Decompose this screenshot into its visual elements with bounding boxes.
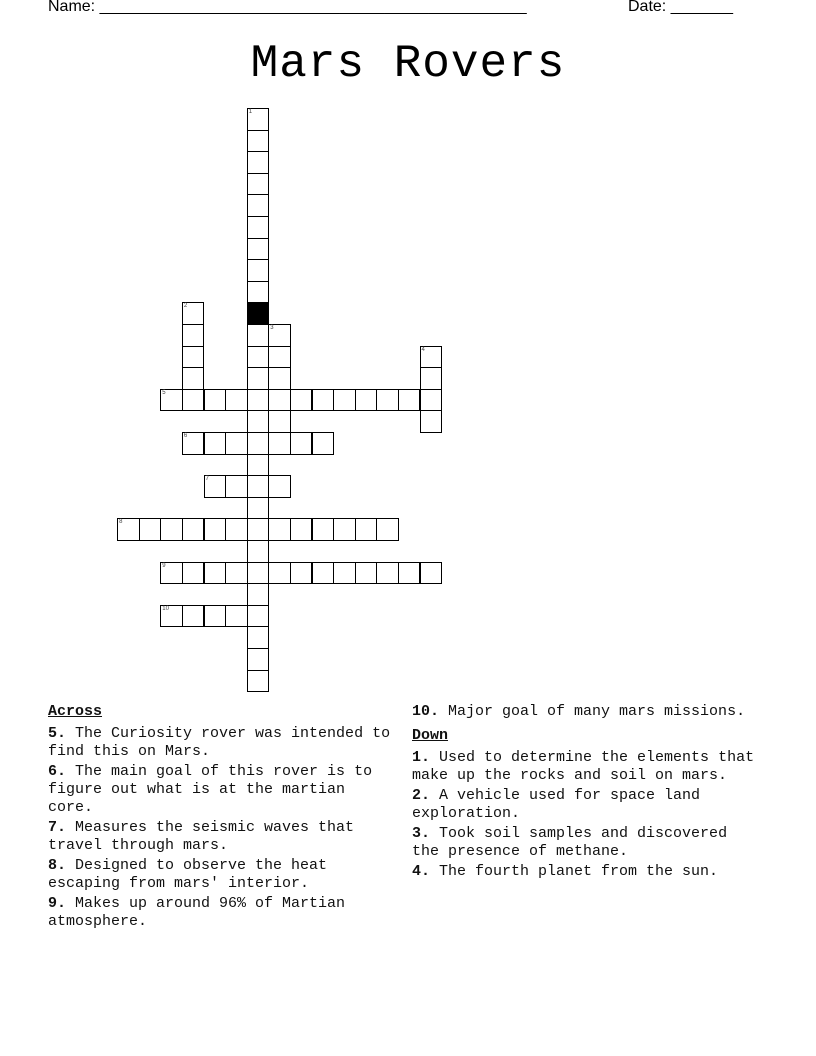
grid-cell[interactable] — [247, 216, 270, 239]
grid-cell[interactable] — [160, 518, 183, 541]
grid-cell[interactable] — [398, 389, 421, 412]
grid-cell[interactable] — [420, 562, 443, 585]
grid-clue-number: 2 — [183, 303, 188, 310]
clues-right-column — [412, 703, 762, 883]
grid-cell[interactable] — [225, 562, 248, 585]
grid-cell[interactable] — [182, 518, 205, 541]
grid-cell[interactable] — [247, 454, 270, 477]
grid-cell[interactable] — [204, 432, 227, 455]
grid-cell[interactable] — [182, 367, 205, 390]
grid-cell[interactable] — [247, 626, 270, 649]
grid-cell[interactable] — [247, 410, 270, 433]
grid-cell[interactable] — [355, 562, 378, 585]
grid-cell[interactable] — [182, 605, 205, 628]
clue-number: 4. — [412, 863, 431, 880]
clue-item — [48, 857, 398, 893]
grid-cell[interactable] — [290, 389, 313, 412]
grid-cell[interactable] — [182, 302, 205, 325]
grid-cell[interactable] — [247, 346, 270, 369]
grid-cell[interactable] — [204, 389, 227, 412]
clue-text: Used to determine the elements that make up the rocks and soil on mars. — [412, 749, 755, 784]
grid-cell[interactable] — [312, 432, 335, 455]
grid-cell[interactable] — [160, 389, 183, 412]
grid-cell[interactable] — [160, 562, 183, 585]
grid-cell[interactable] — [398, 562, 421, 585]
name-field-label[interactable]: Name: ________________________________________________ — [48, 0, 527, 15]
clue-number: 3. — [412, 825, 431, 842]
across-clue-list-continued — [412, 703, 762, 721]
grid-cell[interactable] — [247, 518, 270, 541]
grid-cell[interactable] — [182, 346, 205, 369]
clue-number: 7. — [48, 819, 67, 836]
clue-text: Makes up around 96% of Martian atmosphere. — [48, 895, 346, 930]
grid-clue-number: 9 — [162, 562, 166, 569]
grid-cell[interactable] — [182, 389, 205, 412]
clue-text: The Curiosity rover was intended to find this on Mars. — [48, 725, 391, 760]
across-clue-list — [48, 725, 398, 931]
grid-cell[interactable] — [268, 410, 291, 433]
clues-left-column — [48, 703, 398, 933]
grid-cell[interactable] — [268, 562, 291, 585]
grid-clue-number: 4 — [421, 346, 425, 353]
grid-cell[interactable] — [355, 389, 378, 412]
clue-number: 2. — [412, 787, 431, 804]
clue-item — [48, 763, 398, 817]
grid-cell[interactable] — [333, 562, 356, 585]
clue-number: 10. — [412, 703, 440, 720]
grid-cell[interactable] — [247, 259, 270, 282]
clue-text: A vehicle used for space land exploration. — [412, 787, 701, 822]
clue-number: 5. — [48, 725, 67, 742]
grid-cell[interactable] — [160, 605, 183, 628]
clue-text: The main goal of this rover is to figure out what is at the martian core. — [48, 763, 373, 816]
grid-cell[interactable] — [290, 432, 313, 455]
grid-cell[interactable] — [312, 518, 335, 541]
grid-cell[interactable] — [268, 518, 291, 541]
grid-cell[interactable] — [225, 432, 248, 455]
clue-text: The fourth planet from the sun. — [430, 863, 719, 880]
grid-cell[interactable] — [247, 670, 270, 693]
clue-text: Designed to observe the heat escaping from mars' interior. — [48, 857, 328, 892]
grid-cell[interactable] — [247, 648, 270, 671]
grid-cell[interactable] — [247, 324, 270, 347]
grid-cell[interactable] — [225, 518, 248, 541]
grid-cell[interactable] — [247, 151, 270, 174]
grid-cell[interactable] — [333, 389, 356, 412]
grid-cell[interactable] — [290, 518, 313, 541]
grid-cell[interactable] — [268, 389, 291, 412]
grid-cell[interactable] — [247, 583, 270, 606]
grid-cell[interactable] — [225, 605, 248, 628]
grid-cell[interactable] — [420, 410, 443, 433]
clue-item — [48, 819, 398, 855]
grid-clue-number: 8 — [119, 519, 123, 526]
clue-item — [412, 825, 762, 861]
grid-cell[interactable] — [333, 518, 356, 541]
grid-cell[interactable] — [204, 518, 227, 541]
grid-cell[interactable] — [268, 475, 291, 498]
grid-cell[interactable] — [247, 475, 270, 498]
grid-cell-black — [247, 302, 270, 325]
grid-clue-number: 7 — [205, 476, 209, 483]
clue-item — [48, 895, 398, 931]
grid-cell[interactable] — [204, 475, 227, 498]
grid-cell[interactable] — [204, 605, 227, 628]
clue-item — [412, 703, 762, 721]
grid-cell[interactable] — [268, 432, 291, 455]
grid-cell[interactable] — [268, 367, 291, 390]
grid-cell[interactable] — [247, 540, 270, 563]
grid-cell[interactable] — [376, 562, 399, 585]
grid-cell[interactable] — [247, 367, 270, 390]
grid-cell[interactable] — [268, 346, 291, 369]
clue-number: 1. — [412, 749, 431, 766]
date-field-label[interactable]: Date: _______ — [628, 0, 733, 15]
clue-text: Took soil samples and discovered the presence of methane. — [412, 825, 728, 860]
across-heading: Across — [48, 703, 103, 720]
grid-cell[interactable] — [247, 497, 270, 520]
grid-cell[interactable] — [247, 238, 270, 261]
grid-cell[interactable] — [247, 108, 270, 131]
grid-cell[interactable] — [312, 389, 335, 412]
grid-cell[interactable] — [204, 562, 227, 585]
grid-cell[interactable] — [376, 518, 399, 541]
grid-cell[interactable] — [117, 518, 140, 541]
clue-item — [412, 787, 762, 823]
grid-cell[interactable] — [247, 389, 270, 412]
clue-item — [412, 749, 762, 785]
grid-cell[interactable] — [247, 432, 270, 455]
grid-clue-number: 10 — [162, 605, 169, 612]
grid-cell[interactable] — [420, 389, 443, 412]
down-heading: Down — [412, 727, 449, 744]
clue-number: 9. — [48, 895, 67, 912]
clue-item — [412, 863, 762, 881]
grid-clue-number: 5 — [162, 389, 166, 396]
grid-cell[interactable] — [268, 324, 291, 347]
grid-cell[interactable] — [182, 324, 205, 347]
grid-cell[interactable] — [225, 475, 248, 498]
grid-cell[interactable] — [420, 346, 443, 369]
grid-clue-number: 1 — [248, 109, 253, 115]
grid-cell[interactable] — [312, 562, 335, 585]
grid-cell[interactable] — [376, 389, 399, 412]
grid-cell[interactable] — [225, 389, 248, 412]
grid-cell[interactable] — [139, 518, 162, 541]
clue-text: Measures the seismic waves that travel through mars. — [48, 819, 355, 854]
grid-cell[interactable] — [290, 562, 313, 585]
page-title: Mars Rovers — [250, 38, 566, 90]
grid-cell[interactable] — [182, 562, 205, 585]
grid-clue-number: 3 — [270, 325, 274, 331]
grid-cell[interactable] — [420, 367, 443, 390]
clue-item — [48, 725, 398, 761]
clue-number: 8. — [48, 857, 67, 874]
clue-text: Major goal of many mars missions. — [439, 703, 746, 720]
grid-cell[interactable] — [247, 605, 270, 628]
clue-number: 6. — [48, 763, 67, 780]
down-clue-list — [412, 749, 762, 881]
grid-cell[interactable] — [247, 173, 270, 196]
grid-cell[interactable] — [247, 562, 270, 585]
grid-cell[interactable] — [247, 130, 270, 153]
grid-cell[interactable] — [247, 281, 270, 304]
grid-cell[interactable] — [182, 432, 205, 455]
grid-cell[interactable] — [247, 194, 270, 217]
grid-cell[interactable] — [355, 518, 378, 541]
grid-clue-number: 6 — [183, 433, 188, 439]
